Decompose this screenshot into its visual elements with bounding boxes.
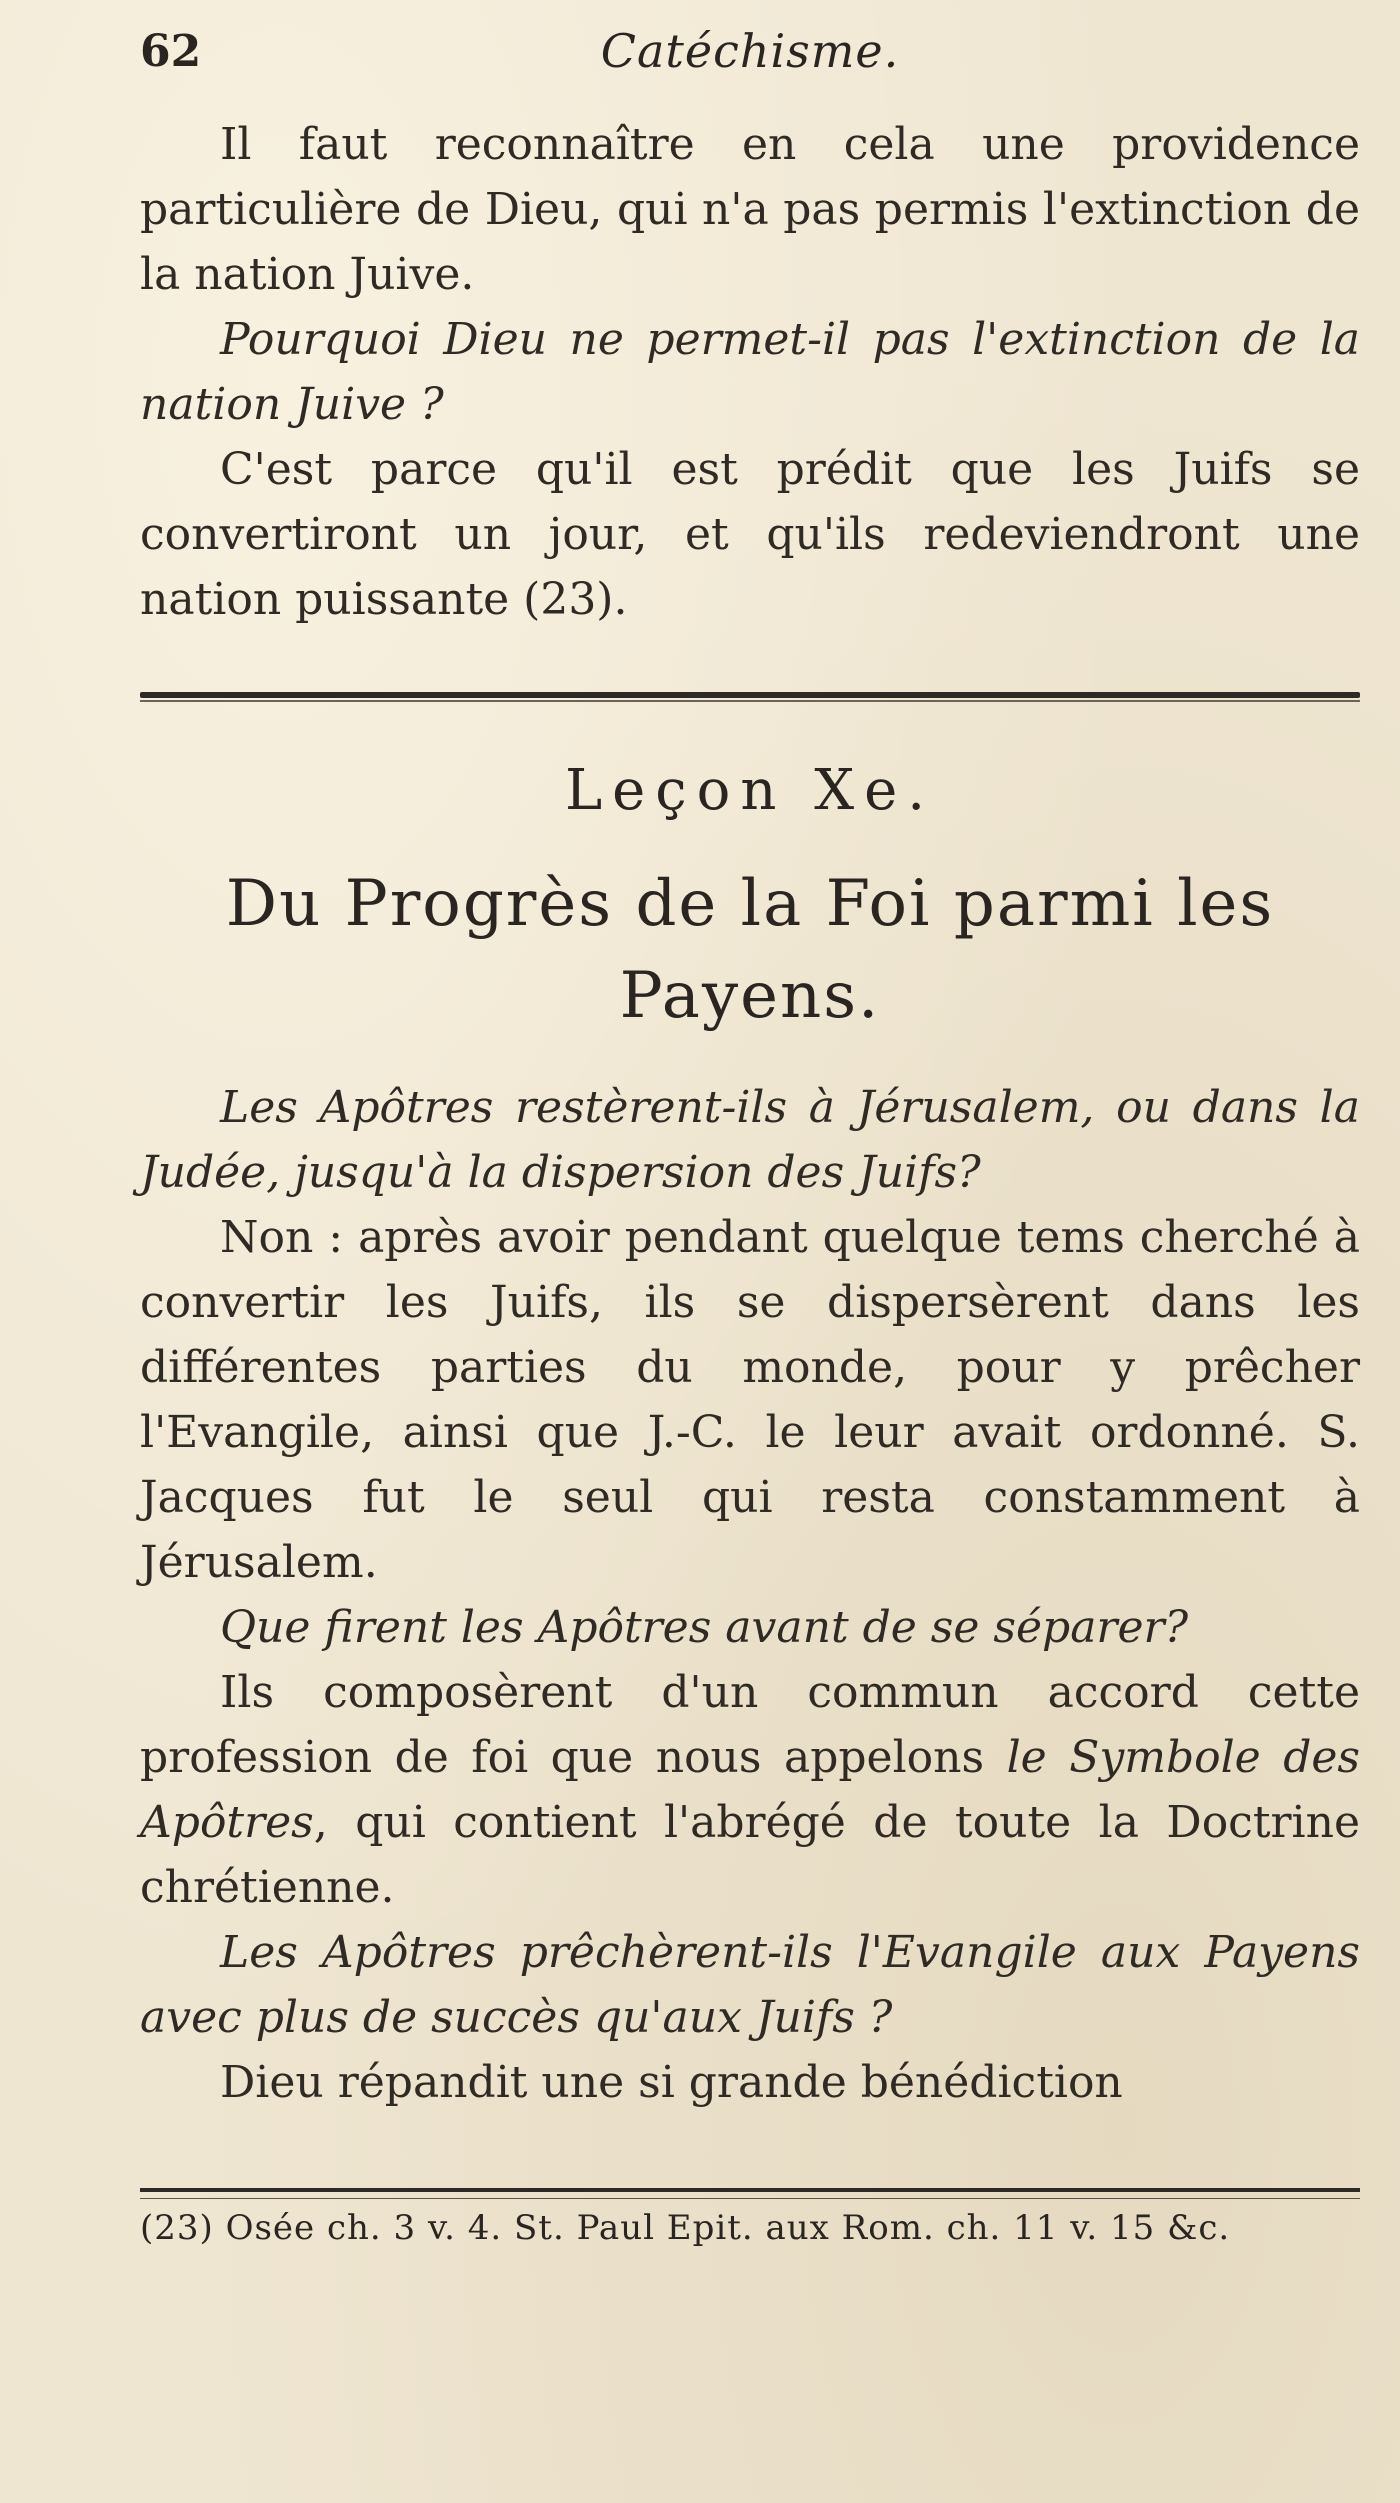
answer-text-before: Ils composèrent d'un commun accord cette profession de foi que nous appelons	[140, 1667, 1360, 1783]
lesson-subheading: Du Progrès de la Foi parmi les Payens.	[225, 867, 1275, 1033]
book-page	[140, 0, 1360, 2503]
question-before-separating: Que firent les Apôtres avant de se séparer?	[220, 1602, 1189, 1653]
answer-symbol-apostles	[140, 1660, 1360, 1920]
lesson-body	[140, 1075, 1360, 2115]
running-title: Catéchisme.	[600, 24, 900, 78]
footnote-rule	[140, 2188, 1360, 2199]
question-apostles-jerusalem: Les Apôtres restèrent-ils à Jérusalem, ou dans la Judée, jusqu'à la dispersion des Juifs?	[140, 1082, 1360, 1198]
question-preaching-payens: Les Apôtres prêchèrent-ils l'Evangile aux Payens avec plus de succès qu'aux Juifs ?	[140, 1927, 1360, 2043]
symbol-apostles-term: le Symbole des Apôtres	[140, 1732, 1361, 1848]
footnote: (23) Osée ch. 3 v. 4. St. Paul Epit. aux Rom. ch. 11 v. 15 &c.	[140, 2208, 1231, 2248]
answer-extinction: C'est parce qu'il est prédit que les Juifs se convertiront un jour, et qu'ils redeviendront une nation puissante (23).	[140, 444, 1360, 625]
question-extinction: Pourquoi Dieu ne permet-il pas l'extinction de la nation Juive ?	[140, 314, 1360, 430]
running-head	[140, 18, 1360, 78]
answer-apostles-jerusalem: Non : après avoir pendant quelque tems cherché à convertir les Juifs, ils se dispersèrent dans les différentes parties du monde, pour y prêcher l'Evangile, ainsi que J.-C. le leur avait ordonné. S. Jacques fut le seul qui resta constamment à Jérusalem.	[140, 1212, 1360, 1588]
answer-benediction: Dieu répandit une si grande bénédiction	[220, 2057, 1123, 2108]
section-continuation	[140, 112, 1360, 632]
answer-text-after: , qui contient l'abrégé de toute la Doctrine chrétienne.	[140, 1797, 1360, 1913]
paragraph-providence: Il faut reconnaître en cela une providence particulière de Dieu, qui n'a pas permis l'extinction de la nation Juive.	[140, 119, 1360, 300]
lesson-heading: Leçon Xe.	[564, 758, 936, 823]
ornamental-rule	[140, 692, 1360, 702]
page-number: 62	[140, 26, 202, 77]
